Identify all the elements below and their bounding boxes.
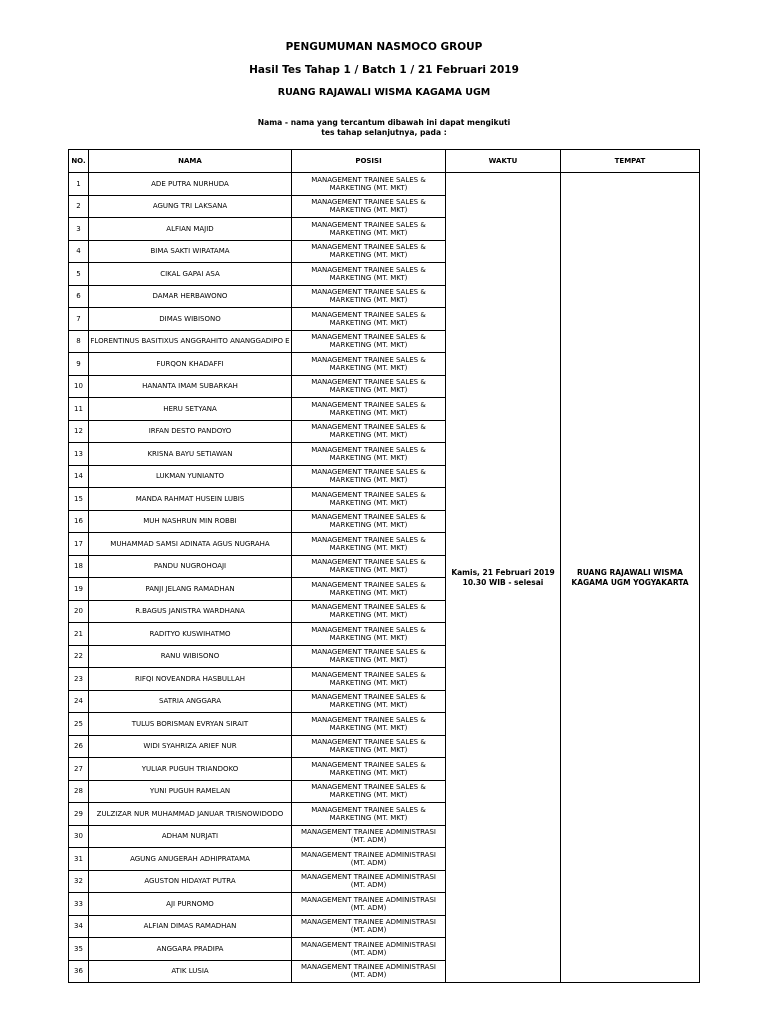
- position-line-1: MANAGEMENT TRAINEE SALES &: [311, 693, 426, 702]
- column-header-posisi: POSISI: [292, 150, 446, 173]
- participant-position: [292, 938, 446, 961]
- participant-position: [292, 578, 446, 601]
- participant-name: KRISNA BAYU SETIAWAN: [89, 443, 292, 466]
- row-number: 5: [69, 263, 89, 286]
- table-header-row: [69, 150, 700, 173]
- venue-line-1: RUANG RAJAWALI WISMA: [577, 568, 683, 577]
- row-number: 10: [69, 375, 89, 398]
- position-line-2: MARKETING (MT. MKT): [329, 588, 408, 597]
- position-line-2: MARKETING (MT. MKT): [329, 206, 408, 215]
- column-header-tempat: TEMPAT: [561, 150, 700, 173]
- participant-position: [292, 465, 446, 488]
- participant-name: WIDI SYAHRIZA ARIEF NUR: [89, 735, 292, 758]
- row-number: 2: [69, 195, 89, 218]
- position-line-1: MANAGEMENT TRAINEE SALES &: [311, 513, 426, 522]
- participant-name: ALFIAN DIMAS RAMADHAN: [89, 915, 292, 938]
- row-number: 30: [69, 825, 89, 848]
- participant-name: AJI PURNOMO: [89, 893, 292, 916]
- participant-name: PANDU NUGROHOAJI: [89, 555, 292, 578]
- position-line-1: MANAGEMENT TRAINEE SALES &: [311, 760, 426, 769]
- participant-position: [292, 645, 446, 668]
- schedule-hour: 10.30 WIB - selesai: [462, 577, 544, 587]
- participant-name: ATIK LUSIA: [89, 960, 292, 983]
- position-line-1: MANAGEMENT TRAINEE SALES &: [311, 175, 426, 184]
- position-line-1: MANAGEMENT TRAINEE SALES &: [311, 220, 426, 229]
- schedule-time-cell: [446, 173, 561, 983]
- position-line-2: MARKETING (MT. MKT): [329, 723, 408, 732]
- position-line-1: MANAGEMENT TRAINEE SALES &: [311, 625, 426, 634]
- participant-name: RADITYO KUSWIHATMO: [89, 623, 292, 646]
- participant-name: RIFQI NOVEANDRA HASBULLAH: [89, 668, 292, 691]
- position-line-1: MANAGEMENT TRAINEE SALES &: [311, 580, 426, 589]
- row-number: 24: [69, 690, 89, 713]
- participant-position: [292, 780, 446, 803]
- position-line-2: MARKETING (MT. MKT): [329, 498, 408, 507]
- participant-name: AGUSTON HIDAYAT PUTRA: [89, 870, 292, 893]
- table-row: [69, 173, 700, 196]
- position-line-1: MANAGEMENT TRAINEE SALES &: [311, 445, 426, 454]
- position-line-1: MANAGEMENT TRAINEE SALES &: [311, 670, 426, 679]
- position-line-2: MARKETING (MT. MKT): [329, 363, 408, 372]
- row-number: 20: [69, 600, 89, 623]
- row-number: 16: [69, 510, 89, 533]
- announcement-note: [0, 118, 768, 137]
- position-line-1: MANAGEMENT TRAINEE ADMINISTRASI: [301, 828, 436, 837]
- row-number: 12: [69, 420, 89, 443]
- participant-position: [292, 893, 446, 916]
- participant-position: [292, 713, 446, 736]
- participant-position: [292, 668, 446, 691]
- position-line-1: MANAGEMENT TRAINEE SALES &: [311, 783, 426, 792]
- row-number: 1: [69, 173, 89, 196]
- participant-position: [292, 825, 446, 848]
- participant-position: [292, 443, 446, 466]
- position-line-1: MANAGEMENT TRAINEE SALES &: [311, 288, 426, 297]
- position-line-1: MANAGEMENT TRAINEE SALES &: [311, 490, 426, 499]
- participant-position: [292, 330, 446, 353]
- position-line-1: MANAGEMENT TRAINEE SALES &: [311, 243, 426, 252]
- position-line-1: MANAGEMENT TRAINEE SALES &: [311, 265, 426, 274]
- position-line-1: MANAGEMENT TRAINEE SALES &: [311, 378, 426, 387]
- position-line-1: MANAGEMENT TRAINEE SALES &: [311, 423, 426, 432]
- row-number: 11: [69, 398, 89, 421]
- position-line-2: MARKETING (MT. MKT): [329, 476, 408, 485]
- schedule-date: Kamis, 21 Februari 2019: [451, 568, 555, 577]
- participant-name: TULUS BORISMAN EVRYAN SIRAIT: [89, 713, 292, 736]
- participant-position: [292, 375, 446, 398]
- participant-position: [292, 173, 446, 196]
- participant-position: [292, 398, 446, 421]
- position-line-2: MARKETING (MT. MKT): [329, 566, 408, 575]
- participant-position: [292, 488, 446, 511]
- announcement-title: PENGUMUMAN NASMOCO GROUP: [285, 41, 483, 53]
- participant-name: ADE PUTRA NURHUDA: [89, 173, 292, 196]
- position-line-2: MARKETING (MT. MKT): [329, 341, 408, 350]
- position-line-1: MANAGEMENT TRAINEE SALES &: [311, 738, 426, 747]
- position-line-1: MANAGEMENT TRAINEE SALES &: [311, 355, 426, 364]
- position-line-1: MANAGEMENT TRAINEE ADMINISTRASI: [301, 963, 436, 972]
- row-number: 15: [69, 488, 89, 511]
- row-number: 29: [69, 803, 89, 826]
- position-line-1: MANAGEMENT TRAINEE SALES &: [311, 310, 426, 319]
- row-number: 19: [69, 578, 89, 601]
- announcement-location: RUANG RAJAWALI WISMA KAGAMA UGM: [277, 87, 491, 98]
- table-body: [69, 173, 700, 983]
- participant-position: [292, 195, 446, 218]
- participant-position: [292, 735, 446, 758]
- participant-position: [292, 510, 446, 533]
- venue-cell: [561, 173, 700, 983]
- position-line-2: (MT. ADM): [350, 858, 387, 867]
- row-number: 35: [69, 938, 89, 961]
- position-line-1: MANAGEMENT TRAINEE ADMINISTRASI: [301, 918, 436, 927]
- position-line-2: MARKETING (MT. MKT): [329, 813, 408, 822]
- row-number: 4: [69, 240, 89, 263]
- position-line-2: MARKETING (MT. MKT): [329, 318, 408, 327]
- participant-position: [292, 533, 446, 556]
- participant-name: PANJI JELANG RAMADHAN: [89, 578, 292, 601]
- participant-position: [292, 263, 446, 286]
- position-line-1: MANAGEMENT TRAINEE SALES &: [311, 715, 426, 724]
- row-number: 33: [69, 893, 89, 916]
- row-number: 21: [69, 623, 89, 646]
- position-line-1: MANAGEMENT TRAINEE SALES &: [311, 535, 426, 544]
- position-line-2: MARKETING (MT. MKT): [329, 408, 408, 417]
- row-number: 22: [69, 645, 89, 668]
- position-line-1: MANAGEMENT TRAINEE SALES &: [311, 603, 426, 612]
- participant-position: [292, 240, 446, 263]
- position-line-2: (MT. ADM): [350, 903, 387, 912]
- participant-position: [292, 218, 446, 241]
- participant-name: FURQON KHADAFFI: [89, 353, 292, 376]
- participant-name: MUHAMMAD SAMSI ADINATA AGUS NUGRAHA: [89, 533, 292, 556]
- position-line-1: MANAGEMENT TRAINEE SALES &: [311, 198, 426, 207]
- row-number: 31: [69, 848, 89, 871]
- position-line-2: MARKETING (MT. MKT): [329, 543, 408, 552]
- note-line-1: Nama - nama yang tercantum dibawah ini dapat mengikuti: [257, 118, 511, 127]
- position-line-1: MANAGEMENT TRAINEE SALES &: [311, 558, 426, 567]
- note-line-2: tes tahap selanjutnya, pada :: [321, 127, 447, 137]
- participant-name: ALFIAN MAJID: [89, 218, 292, 241]
- participant-position: [292, 848, 446, 871]
- position-line-2: MARKETING (MT. MKT): [329, 273, 408, 282]
- participant-name: IRFAN DESTO PANDOYO: [89, 420, 292, 443]
- participant-name: DIMAS WIBISONO: [89, 308, 292, 331]
- position-line-1: MANAGEMENT TRAINEE SALES &: [311, 805, 426, 814]
- participant-name: ANGGARA PRADIPA: [89, 938, 292, 961]
- participant-name: FLORENTINUS BASITIXUS ANGGRAHITO ANANGGADIPO E: [89, 330, 292, 353]
- position-line-2: MARKETING (MT. MKT): [329, 678, 408, 687]
- position-line-1: MANAGEMENT TRAINEE ADMINISTRASI: [301, 850, 436, 859]
- position-line-2: MARKETING (MT. MKT): [329, 768, 408, 777]
- row-number: 27: [69, 758, 89, 781]
- row-number: 17: [69, 533, 89, 556]
- position-line-1: MANAGEMENT TRAINEE ADMINISTRASI: [301, 873, 436, 882]
- participant-name: R.BAGUS JANISTRA WARDHANA: [89, 600, 292, 623]
- participant-name: SATRIA ANGGARA: [89, 690, 292, 713]
- participant-name: ADHAM NURJATI: [89, 825, 292, 848]
- position-line-2: MARKETING (MT. MKT): [329, 228, 408, 237]
- row-number: 8: [69, 330, 89, 353]
- participant-position: [292, 960, 446, 983]
- position-line-1: MANAGEMENT TRAINEE ADMINISTRASI: [301, 940, 436, 949]
- row-number: 34: [69, 915, 89, 938]
- participant-name: HANANTA IMAM SUBARKAH: [89, 375, 292, 398]
- row-number: 32: [69, 870, 89, 893]
- row-number: 28: [69, 780, 89, 803]
- position-line-2: MARKETING (MT. MKT): [329, 656, 408, 665]
- row-number: 7: [69, 308, 89, 331]
- venue-line-2: KAGAMA UGM YOGYAKARTA: [571, 577, 689, 587]
- participant-position: [292, 758, 446, 781]
- participant-name: ZULZIZAR NUR MUHAMMAD JANUAR TRISNOWIDODO: [89, 803, 292, 826]
- participant-position: [292, 870, 446, 893]
- participant-name: YULIAR PUGUH TRIANDOKO: [89, 758, 292, 781]
- position-line-2: MARKETING (MT. MKT): [329, 296, 408, 305]
- row-number: 18: [69, 555, 89, 578]
- position-line-2: (MT. ADM): [350, 881, 387, 890]
- position-line-2: MARKETING (MT. MKT): [329, 453, 408, 462]
- position-line-1: MANAGEMENT TRAINEE SALES &: [311, 400, 426, 409]
- column-header-nama: NAMA: [89, 150, 292, 173]
- row-number: 9: [69, 353, 89, 376]
- participant-position: [292, 285, 446, 308]
- position-line-1: MANAGEMENT TRAINEE SALES &: [311, 648, 426, 657]
- position-line-1: MANAGEMENT TRAINEE SALES &: [311, 468, 426, 477]
- position-line-2: MARKETING (MT. MKT): [329, 633, 408, 642]
- participant-name: AGUNG TRI LAKSANA: [89, 195, 292, 218]
- participant-position: [292, 353, 446, 376]
- participant-name: MUH NASHRUN MIN ROBBI: [89, 510, 292, 533]
- participant-position: [292, 600, 446, 623]
- position-line-2: MARKETING (MT. MKT): [329, 431, 408, 440]
- position-line-2: MARKETING (MT. MKT): [329, 746, 408, 755]
- row-number: 36: [69, 960, 89, 983]
- announcement-subtitle: Hasil Tes Tahap 1 / Batch 1 / 21 Februari 2019: [249, 64, 519, 76]
- participant-name: HERU SETYANA: [89, 398, 292, 421]
- position-line-2: MARKETING (MT. MKT): [329, 251, 408, 260]
- row-number: 25: [69, 713, 89, 736]
- position-line-2: MARKETING (MT. MKT): [329, 611, 408, 620]
- participants-table: [68, 149, 700, 983]
- position-line-2: (MT. ADM): [350, 948, 387, 957]
- position-line-1: MANAGEMENT TRAINEE SALES &: [311, 333, 426, 342]
- position-line-2: (MT. ADM): [350, 971, 387, 980]
- position-line-2: (MT. ADM): [350, 926, 387, 935]
- row-number: 6: [69, 285, 89, 308]
- row-number: 26: [69, 735, 89, 758]
- participant-name: MANDA RAHMAT HUSEIN LUBIS: [89, 488, 292, 511]
- participant-position: [292, 803, 446, 826]
- position-line-2: MARKETING (MT. MKT): [329, 521, 408, 530]
- participant-position: [292, 915, 446, 938]
- participant-name: YUNI PUGUH RAMELAN: [89, 780, 292, 803]
- participant-position: [292, 555, 446, 578]
- participant-name: DAMAR HERBAWONO: [89, 285, 292, 308]
- participant-position: [292, 623, 446, 646]
- participant-name: CIKAL GAPAI ASA: [89, 263, 292, 286]
- column-header-no: NO.: [69, 150, 89, 173]
- position-line-2: MARKETING (MT. MKT): [329, 791, 408, 800]
- participant-name: RANU WIBISONO: [89, 645, 292, 668]
- participant-position: [292, 690, 446, 713]
- row-number: 14: [69, 465, 89, 488]
- column-header-waktu: WAKTU: [446, 150, 561, 173]
- position-line-2: MARKETING (MT. MKT): [329, 386, 408, 395]
- participant-name: LUKMAN YUNIANTO: [89, 465, 292, 488]
- row-number: 23: [69, 668, 89, 691]
- participant-position: [292, 308, 446, 331]
- participant-name: BIMA SAKTI WIRATAMA: [89, 240, 292, 263]
- participant-position: [292, 420, 446, 443]
- row-number: 3: [69, 218, 89, 241]
- position-line-2: (MT. ADM): [350, 836, 387, 845]
- row-number: 13: [69, 443, 89, 466]
- position-line-2: MARKETING (MT. MKT): [329, 183, 408, 192]
- position-line-2: MARKETING (MT. MKT): [329, 701, 408, 710]
- position-line-1: MANAGEMENT TRAINEE ADMINISTRASI: [301, 895, 436, 904]
- participant-name: AGUNG ANUGERAH ADHIPRATAMA: [89, 848, 292, 871]
